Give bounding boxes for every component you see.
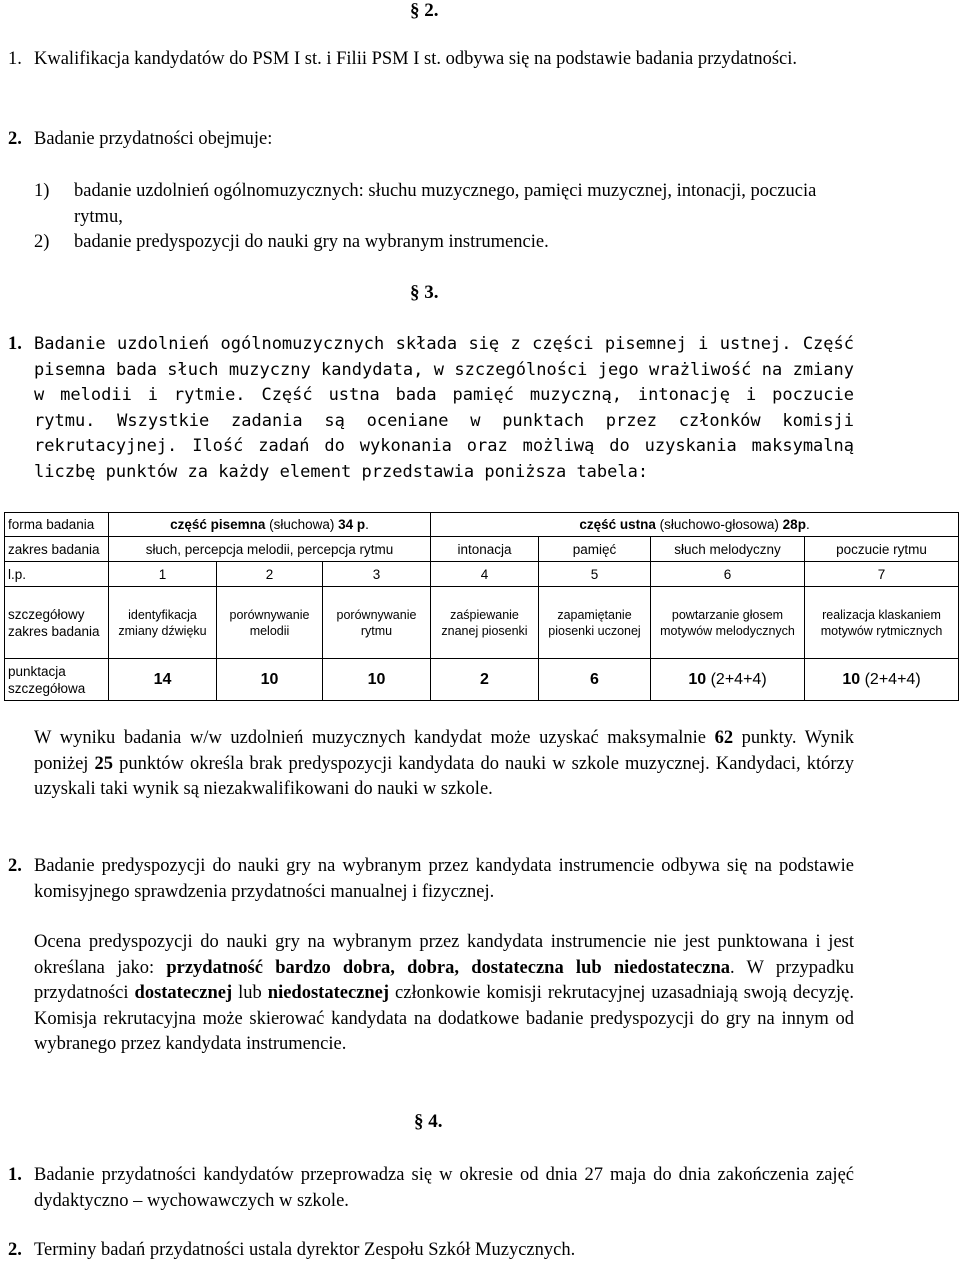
section-4-heading: § 4. [414, 1111, 443, 1132]
list-item-text: badanie uzdolnień ogólnomuzycznych: słuchu muzycznego, pamięci muzycznej, intonacji, poczucia rytmu, [74, 181, 817, 227]
scoring-table [4, 512, 959, 701]
row-label-forma: forma badania [5, 513, 109, 537]
points-cell: 10 [217, 659, 323, 701]
table-cell: 2 [217, 562, 323, 587]
points-cell: 14 [109, 659, 217, 701]
row-label-lp: l.p. [5, 562, 109, 587]
oral-part-points: 28p [782, 517, 806, 532]
list-item-text: badanie predyspozycji do nauki gry na wybranym instrumencie. [74, 232, 549, 252]
section-2-heading: § 2. [410, 0, 439, 21]
table-cell: 4 [431, 562, 539, 587]
threshold-value: 25 [94, 753, 114, 774]
table-row-szczegolowy [5, 587, 959, 659]
section-3-paragraph-2 [8, 854, 854, 905]
row-label-szczegolowy: szczegółowy zakres badania [5, 587, 109, 659]
table-cell: poczucie rytmu [805, 537, 959, 562]
table-cell: zaśpiewanie znanej piosenki [431, 587, 539, 659]
table-row-punktacja [5, 659, 959, 701]
section-4-paragraph-1 [8, 1163, 854, 1214]
points-cell: 2 [431, 659, 539, 701]
paragraph-number: 2. [8, 856, 22, 876]
points-breakdown: (2+4+4) [860, 671, 921, 688]
table-cell: zapamiętanie piosenki uczonej [539, 587, 651, 659]
table-cell: intonacja [431, 537, 539, 562]
row-label-zakres: zakres badania [5, 537, 109, 562]
paragraph-number: 2. [8, 1240, 22, 1260]
written-part-title: część pisemna [170, 517, 266, 532]
paragraph-text: Badanie predyspozycji do nauki gry na wybranym przez kandydata instrumencie odbywa się na podstawie komisyjnego sprawdzenia przydatności manualnej i fizycznej. [34, 856, 854, 902]
grade-insufficient: niedostatecznej [267, 983, 390, 1003]
assessment-paragraph [34, 930, 854, 1058]
points-value: 10 [688, 671, 707, 688]
examination-scope-list [34, 179, 854, 256]
points-cell [805, 659, 959, 701]
table-cell: realizacja klaskaniem motywów rytmicznych [805, 587, 959, 659]
oral-part-dot: . [805, 517, 810, 532]
table-cell: 3 [323, 562, 431, 587]
points-cell: 6 [539, 659, 651, 701]
paragraph-text: Terminy badań przydatności ustala dyrektor Zespołu Szkół Muzycznych. [34, 1240, 576, 1260]
paragraph-number: 1. [8, 1165, 22, 1185]
grade-sufficient: dostatecznej [134, 983, 233, 1003]
section-4-paragraph-2 [8, 1238, 854, 1264]
points-breakdown: (2+4+4) [706, 671, 767, 688]
paragraph-text: Badanie przydatności obejmuje: [34, 129, 273, 149]
assessment-text: lub [232, 983, 268, 1003]
table-cell: słuch, percepcja melodii, percepcja rytmu [109, 537, 431, 562]
table-cell: identyfikacja zmiany dźwięku [109, 587, 217, 659]
table-cell: porównywanie melodii [217, 587, 323, 659]
section-2-paragraph-2 [8, 127, 854, 153]
list-item-label: 2) [34, 232, 50, 252]
table-row-forma [5, 513, 959, 537]
assessment-text: . W przypadku przydatności [34, 957, 854, 1003]
section-2-paragraph-1 [8, 47, 854, 73]
written-part-points: 34 p [338, 517, 366, 532]
paragraph-number: 1. [8, 49, 22, 69]
points-value: 10 [842, 671, 861, 688]
table-cell: pamięć [539, 537, 651, 562]
table-cell: 6 [651, 562, 805, 587]
oral-part-cell [431, 513, 959, 537]
paragraph-text: Kwalifikacja kandydatów do PSM I st. i Filii PSM I st. odbywa się na podstawie badania przydatności. [34, 49, 798, 69]
assessment-text: członkowie komisji rekrutacyjnej uzasadniają swoją decyzję. Komisja rekrutacyjna może skierować kandydata na dodatkowe badanie predyspozycji do gry na innym od wybranego przez kandydata instrumencie. [34, 983, 854, 1054]
points-cell [651, 659, 805, 701]
assessment-grades: przydatność bardzo dobra, dobra, dostateczna lub niedostateczna [166, 957, 731, 978]
max-points-value: 62 [714, 728, 734, 748]
paragraph-text: Badanie przydatności kandydatów przeprowadza się w okresie od dnia 27 maja do dnia zakończenia zajęć dydaktyczno – wychowawczych w szkole. [34, 1165, 854, 1211]
summary-text: punktów określa brak predyspozycji kandydata do nauki w szkole muzycznej. Kandydaci, którzy uzyskali taki wynik są niezakwalifikowani do nauki w szkole. [34, 753, 854, 799]
table-cell: słuch melodyczny [651, 537, 805, 562]
paragraph-number: 1. [8, 334, 22, 354]
section-3-paragraph-1 [8, 332, 854, 485]
table-cell: 5 [539, 562, 651, 587]
table-cell: 7 [805, 562, 959, 587]
section-3-heading: § 3. [410, 282, 439, 303]
table-row-lp [5, 562, 959, 587]
paragraph-number: 2. [8, 129, 22, 149]
table-row-zakres [5, 537, 959, 562]
result-summary-paragraph [34, 726, 854, 803]
written-part-type: (słuchowa) [265, 517, 339, 532]
summary-text: punkty. Wynik poniżej [34, 728, 854, 774]
written-part-cell [109, 513, 431, 537]
list-item [34, 230, 854, 256]
points-cell: 10 [323, 659, 431, 701]
oral-part-type: (słuchowo-głosowa) [655, 517, 783, 532]
paragraph-text: Badanie uzdolnień ogólnomuzycznych składa się z części pisemnej i ustnej. Część pisemna bada słuch muzyczny kandydata, w szczególności jego wrażliwość na zmiany w melodii i rytmie. Część ustna bada pamięć muzyczną, intonację i poczucie rytmu. Wszystkie zadania są oceniane w punktach przez członków komisji rekrutacyjnej. Ilość zadań do wykonania oraz możliwą do uzyskania maksymalną liczbę punktów za każdy element przedstawia poniższa tabela: [34, 334, 854, 482]
assessment-text: Ocena predyspozycji do nauki gry na wybranym przez kandydata instrumencie nie jest punktowana i jest określana jako: [34, 932, 854, 978]
oral-part-title: część ustna [579, 517, 656, 532]
table-cell: porównywanie rytmu [323, 587, 431, 659]
table-cell: powtarzanie głosem motywów melodycznych [651, 587, 805, 659]
row-label-punktacja: punktacja szczegółowa [5, 659, 109, 701]
written-part-dot: . [365, 517, 369, 532]
summary-text: W wyniku badania w/w uzdolnień muzycznych kandydat może uzyskać maksymalnie [34, 728, 715, 748]
list-item [34, 179, 854, 230]
table-cell: 1 [109, 562, 217, 587]
list-item-label: 1) [34, 181, 50, 201]
